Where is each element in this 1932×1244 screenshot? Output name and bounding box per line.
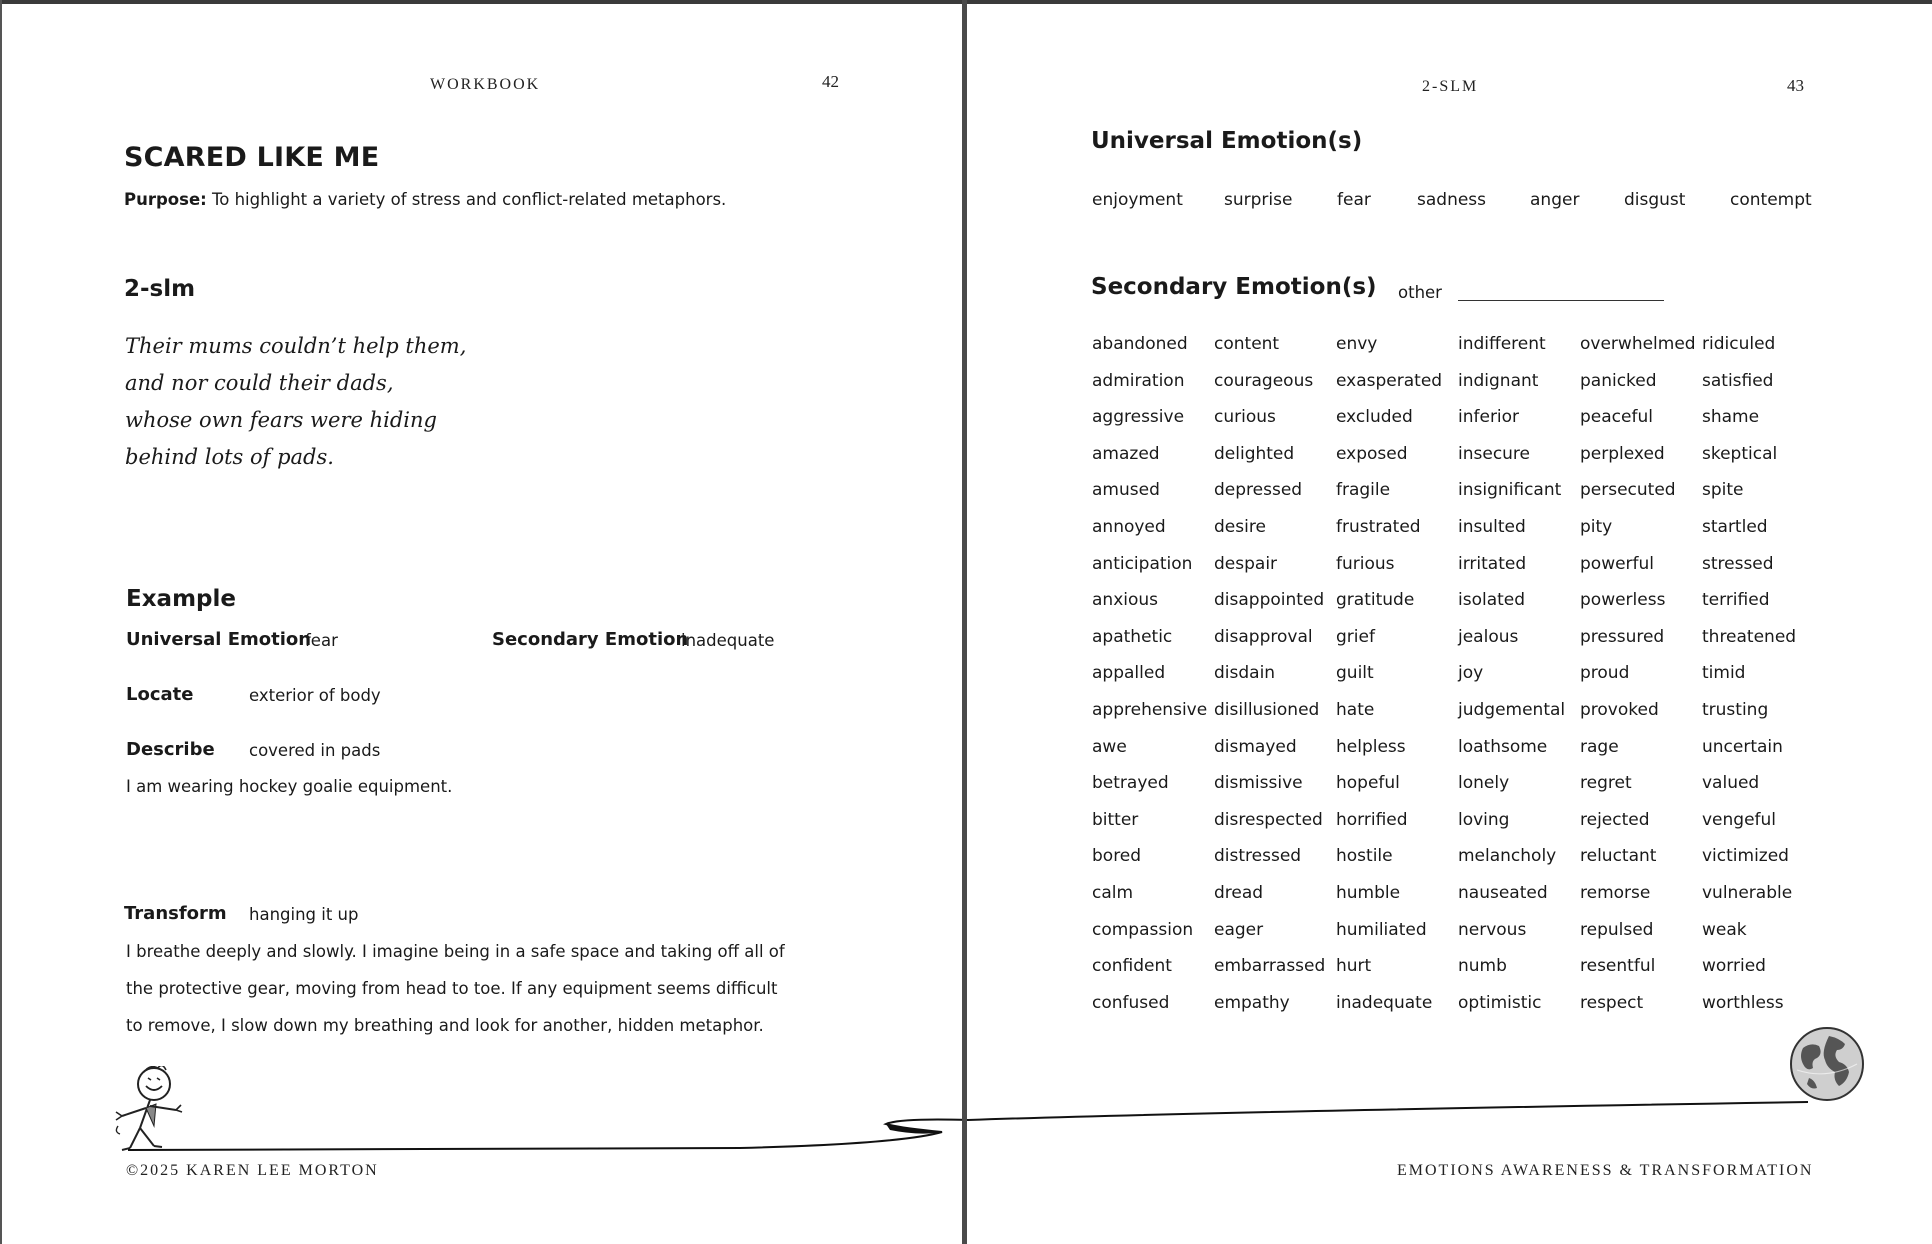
secondary-emotion-option[interactable]: curious (1214, 407, 1276, 427)
secondary-emotion-option[interactable]: weak (1702, 920, 1747, 940)
secondary-emotion-option[interactable]: dismissive (1214, 773, 1303, 793)
universal-emotion-label: Universal Emotion (126, 629, 312, 650)
page-title: SCARED LIKE ME (124, 142, 380, 173)
other-label: other (1398, 283, 1442, 302)
secondary-emotion-option[interactable]: anxious (1092, 590, 1159, 610)
secondary-emotion-option[interactable]: insecure (1458, 444, 1531, 464)
secondary-emotion-option[interactable]: anticipation (1092, 554, 1193, 574)
transform-line: to remove, I slow down my breathing and look for another, hidden metaphor. (126, 1016, 764, 1035)
secondary-emotion-option[interactable]: spite (1702, 480, 1744, 500)
globe-icon (1789, 1026, 1865, 1102)
secondary-emotion-option[interactable]: disrespected (1214, 810, 1323, 830)
secondary-emotion-option[interactable]: pressured (1580, 627, 1665, 647)
transform-paragraph (126, 933, 846, 1044)
secondary-emotion-option[interactable]: disapproval (1214, 627, 1313, 647)
secondary-emotion-option[interactable]: skeptical (1702, 444, 1778, 464)
secondary-emotion-option[interactable]: worthless (1702, 993, 1784, 1013)
locate-value: exterior of body (249, 686, 381, 705)
poem-line: and nor could their dads, (125, 371, 394, 395)
footer-left: ©2025 KAREN LEE MORTON (126, 1162, 379, 1179)
secondary-emotion-option[interactable]: appalled (1092, 663, 1166, 683)
secondary-emotion-option[interactable]: repulsed (1580, 920, 1654, 940)
secondary-emotion-option[interactable]: perplexed (1580, 444, 1665, 464)
page-number-left: 42 (822, 72, 839, 91)
secondary-emotion-option[interactable]: embarrassed (1214, 956, 1326, 976)
running-head-left: WORKBOOK (430, 76, 541, 93)
secondary-emotion-option[interactable]: joy (1458, 663, 1484, 683)
secondary-emotion-option[interactable]: apathetic (1092, 627, 1173, 647)
secondary-emotion-option[interactable]: proud (1580, 663, 1630, 683)
secondary-emotion-option[interactable]: trusting (1702, 700, 1769, 720)
secondary-emotion-option[interactable]: delighted (1214, 444, 1295, 464)
secondary-emotion-option[interactable]: exposed (1336, 444, 1408, 464)
footer-right: EMOTIONS AWARENESS & TRANSFORMATION (1397, 1162, 1814, 1179)
poem-line: behind lots of pads. (125, 445, 334, 469)
secondary-emotion-option[interactable]: resentful (1580, 956, 1656, 976)
secondary-emotion-option[interactable]: insulted (1458, 517, 1526, 537)
secondary-emotion-option[interactable]: insignificant (1458, 480, 1562, 500)
secondary-emotions-heading: Secondary Emotion(s) (1091, 274, 1377, 300)
secondary-emotion-option[interactable]: indifferent (1458, 334, 1546, 354)
running-head-right: 2-SLM (1422, 78, 1479, 95)
secondary-emotion-option[interactable]: compassion (1092, 920, 1194, 940)
secondary-emotion-option[interactable]: bored (1092, 846, 1142, 866)
transform-label: Transform (124, 903, 227, 924)
secondary-emotion-option[interactable]: dread (1214, 883, 1264, 903)
universal-emotion-option[interactable]: enjoyment (1092, 190, 1183, 210)
secondary-emotion-option[interactable]: hostile (1336, 846, 1393, 866)
secondary-emotion-option[interactable]: remorse (1580, 883, 1651, 903)
secondary-emotion-option[interactable]: awe (1092, 737, 1127, 757)
describe-label: Describe (126, 739, 215, 760)
secondary-emotion-option[interactable]: provoked (1580, 700, 1659, 720)
secondary-emotion-option[interactable]: hopeful (1336, 773, 1400, 793)
secondary-emotion-option[interactable]: desire (1214, 517, 1266, 537)
universal-emotions-heading: Universal Emotion(s) (1091, 128, 1363, 154)
secondary-emotion-option[interactable]: vengeful (1702, 810, 1777, 830)
secondary-emotion-option[interactable]: dismayed (1214, 737, 1297, 757)
transform-value: hanging it up (249, 905, 359, 924)
secondary-emotion-option[interactable]: judgemental (1458, 700, 1566, 720)
secondary-emotion-option[interactable]: shame (1702, 407, 1760, 427)
purpose-line (124, 190, 726, 209)
page-number-right: 43 (1787, 76, 1804, 95)
secondary-emotion-option[interactable]: distressed (1214, 846, 1302, 866)
universal-emotion-option[interactable]: surprise (1224, 190, 1293, 210)
secondary-emotion-option[interactable]: amazed (1092, 444, 1160, 464)
secondary-emotion-option[interactable]: humble (1336, 883, 1401, 903)
secondary-emotion-option[interactable]: aggressive (1092, 407, 1185, 427)
secondary-emotion-option[interactable]: uncertain (1702, 737, 1783, 757)
secondary-emotion-option[interactable]: nervous (1458, 920, 1527, 940)
universal-emotion-option[interactable]: anger (1530, 190, 1580, 210)
secondary-emotion-option[interactable]: confused (1092, 993, 1170, 1013)
secondary-emotion-option[interactable]: respect (1580, 993, 1644, 1013)
secondary-emotion-option[interactable]: despair (1214, 554, 1278, 574)
left-page (2, 4, 962, 1244)
other-write-in-line[interactable] (1458, 300, 1664, 301)
secondary-emotion-option[interactable]: courageous (1214, 371, 1314, 391)
secondary-emotion-option[interactable]: reluctant (1580, 846, 1657, 866)
secondary-emotion-option[interactable]: furious (1336, 554, 1395, 574)
secondary-emotion-option[interactable]: grief (1336, 627, 1375, 647)
secondary-emotion-option[interactable]: betrayed (1092, 773, 1169, 793)
secondary-emotion-option[interactable]: stressed (1702, 554, 1774, 574)
locate-label: Locate (126, 684, 194, 705)
secondary-emotion-option[interactable]: victimized (1702, 846, 1789, 866)
secondary-emotion-option[interactable]: melancholy (1458, 846, 1557, 866)
secondary-emotion-option[interactable]: guilt (1336, 663, 1374, 683)
secondary-emotion-option[interactable]: horrified (1336, 810, 1408, 830)
secondary-emotion-option[interactable]: inferior (1458, 407, 1520, 427)
secondary-emotion-option[interactable]: disdain (1214, 663, 1276, 683)
poem-line: Their mums couldn’t help them, (125, 334, 467, 358)
secondary-emotion-option[interactable]: peaceful (1580, 407, 1653, 427)
secondary-emotion-option[interactable]: overwhelmed (1580, 334, 1696, 354)
secondary-emotion-option[interactable]: isolated (1458, 590, 1526, 610)
secondary-emotion-option[interactable]: worried (1702, 956, 1766, 976)
secondary-emotion-option[interactable]: confident (1092, 956, 1172, 976)
universal-emotion-value: fear (305, 631, 338, 650)
secondary-emotion-option[interactable]: timid (1702, 663, 1746, 683)
secondary-emotion-option[interactable]: panicked (1580, 371, 1657, 391)
secondary-emotion-label: Secondary Emotion (492, 629, 689, 650)
secondary-emotion-option[interactable]: indignant (1458, 371, 1539, 391)
example-heading: Example (126, 586, 236, 612)
secondary-emotion-option[interactable]: rage (1580, 737, 1619, 757)
secondary-emotion-option[interactable]: inadequate (1336, 993, 1433, 1013)
secondary-emotion-option[interactable]: numb (1458, 956, 1507, 976)
transform-line: the protective gear, moving from head to toe. If any equipment seems difficult (126, 979, 778, 998)
secondary-emotion-option[interactable]: nauseated (1458, 883, 1548, 903)
secondary-emotion-option[interactable]: fragile (1336, 480, 1391, 500)
secondary-emotion-option[interactable]: disappointed (1214, 590, 1325, 610)
slm-heading: 2-slm (124, 276, 196, 302)
universal-emotion-option[interactable]: disgust (1624, 190, 1686, 210)
secondary-emotion-value: inadequate (681, 631, 775, 650)
secondary-emotion-option[interactable]: empathy (1214, 993, 1290, 1013)
secondary-emotion-option[interactable]: helpless (1336, 737, 1406, 757)
secondary-emotion-option[interactable]: calm (1092, 883, 1134, 903)
secondary-emotion-option[interactable]: jealous (1458, 627, 1519, 647)
secondary-emotion-option[interactable]: threatened (1702, 627, 1797, 647)
secondary-emotion-option[interactable]: envy (1336, 334, 1378, 354)
secondary-emotion-option[interactable]: irritated (1458, 554, 1527, 574)
secondary-emotion-option[interactable]: admiration (1092, 371, 1185, 391)
secondary-emotion-option[interactable]: persecuted (1580, 480, 1676, 500)
secondary-emotion-option[interactable]: content (1214, 334, 1280, 354)
secondary-emotion-option[interactable]: powerless (1580, 590, 1666, 610)
right-page (967, 4, 1932, 1244)
transform-line: I breathe deeply and slowly. I imagine being in a safe space and taking off all of (126, 942, 785, 961)
poem-line: whose own fears were hiding (125, 408, 437, 432)
secondary-emotion-option[interactable]: satisfied (1702, 371, 1774, 391)
describe-value: covered in pads (249, 741, 381, 760)
secondary-emotion-option[interactable]: frustrated (1336, 517, 1421, 537)
secondary-emotion-option[interactable]: ridiculed (1702, 334, 1776, 354)
secondary-emotion-option[interactable]: excluded (1336, 407, 1413, 427)
secondary-emotion-option[interactable]: pity (1580, 517, 1613, 537)
secondary-emotion-option[interactable]: regret (1580, 773, 1632, 793)
secondary-emotion-option[interactable]: exasperated (1336, 371, 1443, 391)
describe-text: I am wearing hockey goalie equipment. (126, 777, 453, 796)
secondary-emotion-option[interactable]: depressed (1214, 480, 1303, 500)
secondary-emotion-option[interactable]: humiliated (1336, 920, 1427, 940)
purpose-label: Purpose: (124, 190, 207, 209)
secondary-emotion-option[interactable]: powerful (1580, 554, 1655, 574)
secondary-emotion-option[interactable]: optimistic (1458, 993, 1542, 1013)
secondary-emotion-option[interactable]: valued (1702, 773, 1760, 793)
secondary-emotion-option[interactable]: lonely (1458, 773, 1510, 793)
secondary-emotion-option[interactable]: hurt (1336, 956, 1372, 976)
secondary-emotion-option[interactable]: abandoned (1092, 334, 1188, 354)
secondary-emotion-option[interactable]: gratitude (1336, 590, 1415, 610)
secondary-emotion-option[interactable]: eager (1214, 920, 1264, 940)
secondary-emotion-option[interactable]: apprehensive (1092, 700, 1208, 720)
poem (125, 328, 466, 476)
secondary-emotion-option[interactable]: amused (1092, 480, 1160, 500)
purpose-text: To highlight a variety of stress and conflict-related metaphors. (211, 190, 727, 209)
universal-emotion-option[interactable]: sadness (1417, 190, 1487, 210)
secondary-emotion-option[interactable]: loving (1458, 810, 1510, 830)
universal-emotion-option[interactable]: fear (1337, 190, 1371, 210)
secondary-emotion-option[interactable]: bitter (1092, 810, 1139, 830)
secondary-emotion-option[interactable]: loathsome (1458, 737, 1548, 757)
secondary-emotion-option[interactable]: terrified (1702, 590, 1770, 610)
secondary-emotion-option[interactable]: hate (1336, 700, 1375, 720)
secondary-emotion-option[interactable]: startled (1702, 517, 1768, 537)
secondary-emotion-option[interactable]: annoyed (1092, 517, 1166, 537)
universal-emotion-option[interactable]: contempt (1730, 190, 1812, 210)
secondary-emotion-option[interactable]: disillusioned (1214, 700, 1320, 720)
secondary-emotion-option[interactable]: rejected (1580, 810, 1650, 830)
secondary-emotion-option[interactable]: vulnerable (1702, 883, 1793, 903)
